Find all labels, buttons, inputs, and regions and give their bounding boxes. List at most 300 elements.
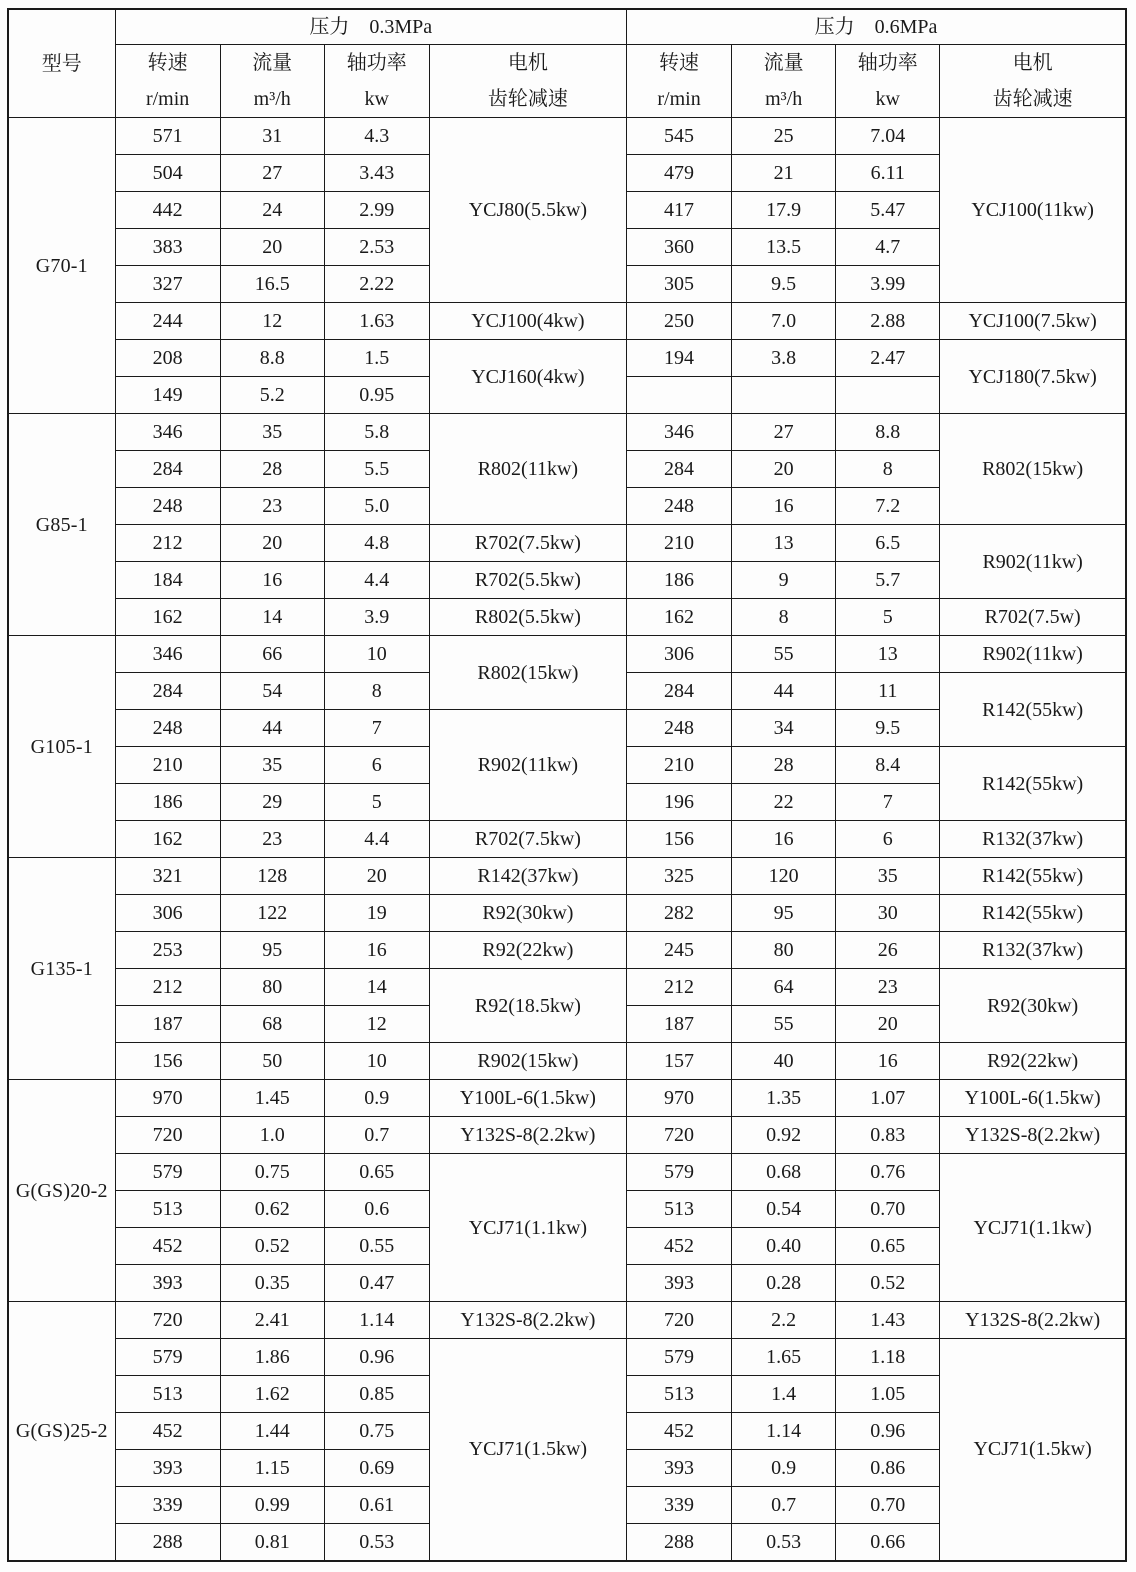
- motor-cell: YCJ180(7.5kw): [940, 340, 1126, 414]
- power-cell: 0.96: [836, 1413, 940, 1450]
- power-cell: 4.4: [324, 821, 429, 858]
- speed-cell: 339: [627, 1487, 732, 1524]
- flow-cell: 23: [220, 821, 324, 858]
- header-pressure-0.6mpa: 压力 0.6MPa: [627, 9, 1126, 45]
- flow-cell: 34: [732, 710, 836, 747]
- speed-cell: 248: [115, 488, 220, 525]
- header-flow-name: 流量: [252, 52, 293, 74]
- motor-cell: Y132S-8(2.2kw): [940, 1302, 1126, 1339]
- flow-cell: 0.9: [732, 1450, 836, 1487]
- motor-cell: R92(18.5kw): [429, 969, 626, 1043]
- header-model-label: 型号: [8, 9, 115, 118]
- power-cell: 4.7: [836, 229, 940, 266]
- power-cell: 6.5: [836, 525, 940, 562]
- power-cell: 20: [836, 1006, 940, 1043]
- speed-cell: 156: [115, 1043, 220, 1080]
- motor-cell: Y132S-8(2.2kw): [429, 1302, 626, 1339]
- table-row: [8, 599, 1126, 636]
- flow-cell: 20: [220, 525, 324, 562]
- power-cell: 0.95: [324, 377, 429, 414]
- power-cell: 35: [836, 858, 940, 895]
- speed-cell: 325: [627, 858, 732, 895]
- speed-cell: 288: [115, 1524, 220, 1561]
- power-cell: 12: [324, 1006, 429, 1043]
- model-cell: G105-1: [8, 636, 115, 858]
- speed-cell: 284: [627, 451, 732, 488]
- power-cell: 4.3: [324, 118, 429, 155]
- header-flow-unit: m³/h: [765, 88, 803, 110]
- speed-cell: 149: [115, 377, 220, 414]
- flow-cell: 27: [732, 414, 836, 451]
- power-cell: 0.76: [836, 1154, 940, 1191]
- power-cell: 8: [836, 451, 940, 488]
- power-cell: 0.70: [836, 1487, 940, 1524]
- power-cell: 4.4: [324, 562, 429, 599]
- flow-cell: 80: [220, 969, 324, 1006]
- flow-cell: [732, 377, 836, 414]
- speed-cell: 210: [627, 525, 732, 562]
- power-cell: 6: [836, 821, 940, 858]
- flow-cell: 1.15: [220, 1450, 324, 1487]
- speed-cell: 306: [627, 636, 732, 673]
- flow-cell: 22: [732, 784, 836, 821]
- flow-cell: 8.8: [220, 340, 324, 377]
- speed-cell: [627, 377, 732, 414]
- speed-cell: 393: [627, 1265, 732, 1302]
- power-cell: 5.5: [324, 451, 429, 488]
- header-power-unit: kw: [875, 88, 900, 110]
- speed-cell: 383: [115, 229, 220, 266]
- power-cell: 0.47: [324, 1265, 429, 1302]
- flow-cell: 16.5: [220, 266, 324, 303]
- flow-cell: 50: [220, 1043, 324, 1080]
- power-cell: 8.8: [836, 414, 940, 451]
- power-cell: 13: [836, 636, 940, 673]
- speed-cell: 442: [115, 192, 220, 229]
- flow-cell: 13: [732, 525, 836, 562]
- motor-cell: R142(55kw): [940, 673, 1126, 747]
- flow-cell: 9.5: [732, 266, 836, 303]
- speed-cell: 248: [627, 488, 732, 525]
- motor-cell: R802(5.5kw): [429, 599, 626, 636]
- speed-cell: 579: [115, 1154, 220, 1191]
- power-cell: 0.7: [324, 1117, 429, 1154]
- flow-cell: 14: [220, 599, 324, 636]
- flow-cell: 66: [220, 636, 324, 673]
- speed-cell: 579: [627, 1154, 732, 1191]
- header-motor-left: [429, 45, 626, 118]
- power-cell: 5.0: [324, 488, 429, 525]
- flow-cell: 31: [220, 118, 324, 155]
- header-flow-right: [732, 45, 836, 118]
- header-speed-left: [115, 45, 220, 118]
- motor-cell: R902(11kw): [429, 710, 626, 821]
- speed-cell: 284: [115, 451, 220, 488]
- speed-cell: 479: [627, 155, 732, 192]
- table-row: [8, 821, 1126, 858]
- flow-cell: 0.7: [732, 1487, 836, 1524]
- model-cell: G(GS)25-2: [8, 1302, 115, 1561]
- power-cell: 0.55: [324, 1228, 429, 1265]
- flow-cell: 35: [220, 747, 324, 784]
- speed-cell: 245: [627, 932, 732, 969]
- speed-cell: 253: [115, 932, 220, 969]
- table-row: [8, 895, 1126, 932]
- speed-cell: 305: [627, 266, 732, 303]
- flow-cell: 0.75: [220, 1154, 324, 1191]
- header-power-left: [324, 45, 429, 118]
- speed-cell: 970: [627, 1080, 732, 1117]
- table-row: [8, 1154, 1126, 1191]
- flow-cell: 0.28: [732, 1265, 836, 1302]
- speed-cell: 244: [115, 303, 220, 340]
- power-cell: 0.69: [324, 1450, 429, 1487]
- header-flow-name: 流量: [763, 52, 804, 74]
- power-cell: 5.8: [324, 414, 429, 451]
- header-power-unit: kw: [364, 88, 389, 110]
- flow-cell: 122: [220, 895, 324, 932]
- flow-cell: 44: [220, 710, 324, 747]
- flow-cell: 5.2: [220, 377, 324, 414]
- motor-cell: YCJ100(7.5kw): [940, 303, 1126, 340]
- speed-cell: 970: [115, 1080, 220, 1117]
- speed-cell: 186: [627, 562, 732, 599]
- power-cell: 10: [324, 636, 429, 673]
- power-cell: 0.9: [324, 1080, 429, 1117]
- power-cell: 0.83: [836, 1117, 940, 1154]
- flow-cell: 16: [732, 488, 836, 525]
- power-cell: 1.07: [836, 1080, 940, 1117]
- motor-cell: YCJ71(1.1kw): [940, 1154, 1126, 1302]
- flow-cell: 64: [732, 969, 836, 1006]
- motor-cell: YCJ80(5.5kw): [429, 118, 626, 303]
- power-cell: 5: [324, 784, 429, 821]
- speed-cell: 210: [627, 747, 732, 784]
- speed-cell: 212: [115, 969, 220, 1006]
- power-cell: 0.70: [836, 1191, 940, 1228]
- speed-cell: 513: [627, 1191, 732, 1228]
- power-cell: 2.53: [324, 229, 429, 266]
- motor-cell: R142(55kw): [940, 895, 1126, 932]
- motor-cell: Y100L-6(1.5kw): [940, 1080, 1126, 1117]
- header-row-columns: [8, 45, 1126, 118]
- speed-cell: 452: [115, 1228, 220, 1265]
- power-cell: 0.86: [836, 1450, 940, 1487]
- flow-cell: 0.92: [732, 1117, 836, 1154]
- header-motor-name: 电机: [507, 52, 548, 74]
- header-speed-right: [627, 45, 732, 118]
- flow-cell: 128: [220, 858, 324, 895]
- table-row: [8, 1043, 1126, 1080]
- motor-cell: YCJ71(1.5kw): [940, 1339, 1126, 1561]
- flow-cell: 0.52: [220, 1228, 324, 1265]
- motor-cell: R92(22kw): [429, 932, 626, 969]
- power-cell: 2.99: [324, 192, 429, 229]
- speed-cell: 284: [115, 673, 220, 710]
- flow-cell: 2.2: [732, 1302, 836, 1339]
- motor-cell: R902(15kw): [429, 1043, 626, 1080]
- motor-cell: YCJ71(1.5kw): [429, 1339, 626, 1561]
- motor-cell: R132(37kw): [940, 932, 1126, 969]
- header-row-pressure: [8, 9, 1126, 45]
- flow-cell: 9: [732, 562, 836, 599]
- power-cell: 1.05: [836, 1376, 940, 1413]
- header-motor-unit: 齿轮减速: [487, 88, 568, 110]
- header-speed-name: 转速: [147, 52, 188, 74]
- header-flow-unit: m³/h: [253, 88, 291, 110]
- power-cell: 5: [836, 599, 940, 636]
- flow-cell: 25: [732, 118, 836, 155]
- speed-cell: 210: [115, 747, 220, 784]
- power-cell: [836, 377, 940, 414]
- power-cell: 7: [324, 710, 429, 747]
- speed-cell: 248: [627, 710, 732, 747]
- speed-cell: 288: [627, 1524, 732, 1561]
- header-speed-unit: r/min: [657, 88, 701, 110]
- flow-cell: 68: [220, 1006, 324, 1043]
- speed-cell: 579: [627, 1339, 732, 1376]
- power-cell: 0.75: [324, 1413, 429, 1450]
- motor-cell: R702(7.5w): [940, 599, 1126, 636]
- speed-cell: 504: [115, 155, 220, 192]
- flow-cell: 20: [220, 229, 324, 266]
- power-cell: 30: [836, 895, 940, 932]
- flow-cell: 0.35: [220, 1265, 324, 1302]
- power-cell: 2.22: [324, 266, 429, 303]
- flow-cell: 1.45: [220, 1080, 324, 1117]
- speed-cell: 250: [627, 303, 732, 340]
- motor-cell: R802(15kw): [429, 636, 626, 710]
- speed-cell: 720: [115, 1302, 220, 1339]
- flow-cell: 1.35: [732, 1080, 836, 1117]
- motor-cell: YCJ100(11kw): [940, 118, 1126, 303]
- header-motor-name: 电机: [1012, 52, 1053, 74]
- flow-cell: 16: [732, 821, 836, 858]
- flow-cell: 40: [732, 1043, 836, 1080]
- speed-cell: 393: [115, 1265, 220, 1302]
- speed-cell: 282: [627, 895, 732, 932]
- flow-cell: 28: [220, 451, 324, 488]
- flow-cell: 0.53: [732, 1524, 836, 1561]
- flow-cell: 13.5: [732, 229, 836, 266]
- model-cell: G135-1: [8, 858, 115, 1080]
- power-cell: 20: [324, 858, 429, 895]
- motor-cell: YCJ160(4kw): [429, 340, 626, 414]
- power-cell: 7.2: [836, 488, 940, 525]
- model-cell: G(GS)20-2: [8, 1080, 115, 1302]
- motor-cell: R702(7.5kw): [429, 821, 626, 858]
- flow-cell: 1.0: [220, 1117, 324, 1154]
- speed-cell: 162: [627, 599, 732, 636]
- speed-cell: 393: [627, 1450, 732, 1487]
- flow-cell: 1.62: [220, 1376, 324, 1413]
- flow-cell: 28: [732, 747, 836, 784]
- power-cell: 1.63: [324, 303, 429, 340]
- speed-cell: 545: [627, 118, 732, 155]
- flow-cell: 0.40: [732, 1228, 836, 1265]
- speed-cell: 513: [115, 1191, 220, 1228]
- flow-cell: 0.62: [220, 1191, 324, 1228]
- speed-cell: 720: [627, 1117, 732, 1154]
- motor-cell: R142(55kw): [940, 747, 1126, 821]
- power-cell: 3.99: [836, 266, 940, 303]
- flow-cell: 1.44: [220, 1413, 324, 1450]
- table-row: [8, 932, 1126, 969]
- flow-cell: 1.14: [732, 1413, 836, 1450]
- power-cell: 1.14: [324, 1302, 429, 1339]
- motor-cell: R142(55kw): [940, 858, 1126, 895]
- power-cell: 16: [836, 1043, 940, 1080]
- flow-cell: 21: [732, 155, 836, 192]
- flow-cell: 0.54: [732, 1191, 836, 1228]
- flow-cell: 54: [220, 673, 324, 710]
- pump-spec-table: [7, 8, 1127, 1562]
- speed-cell: 187: [627, 1006, 732, 1043]
- model-cell: G70-1: [8, 118, 115, 414]
- motor-cell: Y132S-8(2.2kw): [940, 1117, 1126, 1154]
- power-cell: 23: [836, 969, 940, 1006]
- power-cell: 16: [324, 932, 429, 969]
- motor-cell: Y132S-8(2.2kw): [429, 1117, 626, 1154]
- speed-cell: 321: [115, 858, 220, 895]
- flow-cell: 23: [220, 488, 324, 525]
- speed-cell: 452: [627, 1413, 732, 1450]
- model-cell: G85-1: [8, 414, 115, 636]
- table-row: [8, 1339, 1126, 1376]
- speed-cell: 187: [115, 1006, 220, 1043]
- speed-cell: 186: [115, 784, 220, 821]
- speed-cell: 720: [627, 1302, 732, 1339]
- speed-cell: 720: [115, 1117, 220, 1154]
- power-cell: 3.43: [324, 155, 429, 192]
- power-cell: 0.65: [836, 1228, 940, 1265]
- header-motor-right: [940, 45, 1126, 118]
- power-cell: 7.04: [836, 118, 940, 155]
- speed-cell: 346: [115, 636, 220, 673]
- power-cell: 26: [836, 932, 940, 969]
- flow-cell: 3.8: [732, 340, 836, 377]
- power-cell: 1.5: [324, 340, 429, 377]
- speed-cell: 248: [115, 710, 220, 747]
- power-cell: 0.61: [324, 1487, 429, 1524]
- header-speed-name: 转速: [659, 52, 700, 74]
- speed-cell: 452: [627, 1228, 732, 1265]
- motor-cell: R132(37kw): [940, 821, 1126, 858]
- power-cell: 2.47: [836, 340, 940, 377]
- speed-cell: 513: [115, 1376, 220, 1413]
- flow-cell: 1.65: [732, 1339, 836, 1376]
- power-cell: 9.5: [836, 710, 940, 747]
- speed-cell: 162: [115, 599, 220, 636]
- flow-cell: 95: [732, 895, 836, 932]
- power-cell: 10: [324, 1043, 429, 1080]
- speed-cell: 417: [627, 192, 732, 229]
- speed-cell: 513: [627, 1376, 732, 1413]
- speed-cell: 212: [627, 969, 732, 1006]
- power-cell: 11: [836, 673, 940, 710]
- power-cell: 0.53: [324, 1524, 429, 1561]
- flow-cell: 44: [732, 673, 836, 710]
- motor-cell: R142(37kw): [429, 858, 626, 895]
- speed-cell: 452: [115, 1413, 220, 1450]
- power-cell: 1.18: [836, 1339, 940, 1376]
- speed-cell: 212: [115, 525, 220, 562]
- motor-cell: R702(5.5kw): [429, 562, 626, 599]
- table-row: [8, 118, 1126, 155]
- table-row: [8, 525, 1126, 562]
- speed-cell: 162: [115, 821, 220, 858]
- motor-cell: R902(11kw): [940, 636, 1126, 673]
- speed-cell: 346: [115, 414, 220, 451]
- motor-cell: R92(30kw): [940, 969, 1126, 1043]
- speed-cell: 156: [627, 821, 732, 858]
- header-flow-left: [220, 45, 324, 118]
- power-cell: 0.65: [324, 1154, 429, 1191]
- speed-cell: 184: [115, 562, 220, 599]
- motor-cell: YCJ71(1.1kw): [429, 1154, 626, 1302]
- flow-cell: 8: [732, 599, 836, 636]
- motor-cell: R902(11kw): [940, 525, 1126, 599]
- motor-cell: R92(30kw): [429, 895, 626, 932]
- power-cell: 14: [324, 969, 429, 1006]
- flow-cell: 0.68: [732, 1154, 836, 1191]
- motor-cell: R92(22kw): [940, 1043, 1126, 1080]
- flow-cell: 55: [732, 636, 836, 673]
- table-row: [8, 636, 1126, 673]
- flow-cell: 27: [220, 155, 324, 192]
- power-cell: 8.4: [836, 747, 940, 784]
- power-cell: 19: [324, 895, 429, 932]
- speed-cell: 194: [627, 340, 732, 377]
- table-row: [8, 1080, 1126, 1117]
- flow-cell: 0.99: [220, 1487, 324, 1524]
- speed-cell: 208: [115, 340, 220, 377]
- motor-cell: YCJ100(4kw): [429, 303, 626, 340]
- motor-cell: R702(7.5kw): [429, 525, 626, 562]
- power-cell: 0.66: [836, 1524, 940, 1561]
- power-cell: 0.52: [836, 1265, 940, 1302]
- power-cell: 1.43: [836, 1302, 940, 1339]
- header-power-right: [836, 45, 940, 118]
- table-row: [8, 969, 1126, 1006]
- power-cell: 2.88: [836, 303, 940, 340]
- power-cell: 6.11: [836, 155, 940, 192]
- speed-cell: 393: [115, 1450, 220, 1487]
- power-cell: 8: [324, 673, 429, 710]
- motor-cell: R802(15kw): [940, 414, 1126, 525]
- speed-cell: 360: [627, 229, 732, 266]
- flow-cell: 95: [220, 932, 324, 969]
- power-cell: 5.7: [836, 562, 940, 599]
- power-cell: 0.85: [324, 1376, 429, 1413]
- power-cell: 4.8: [324, 525, 429, 562]
- flow-cell: 7.0: [732, 303, 836, 340]
- flow-cell: 80: [732, 932, 836, 969]
- flow-cell: 0.81: [220, 1524, 324, 1561]
- flow-cell: 12: [220, 303, 324, 340]
- table-row: [8, 1117, 1126, 1154]
- flow-cell: 2.41: [220, 1302, 324, 1339]
- header-motor-unit: 齿轮减速: [992, 88, 1073, 110]
- power-cell: 6: [324, 747, 429, 784]
- speed-cell: 284: [627, 673, 732, 710]
- flow-cell: 17.9: [732, 192, 836, 229]
- header-speed-unit: r/min: [145, 88, 190, 110]
- flow-cell: 120: [732, 858, 836, 895]
- speed-cell: 157: [627, 1043, 732, 1080]
- table-row: [8, 858, 1126, 895]
- table-row: [8, 303, 1126, 340]
